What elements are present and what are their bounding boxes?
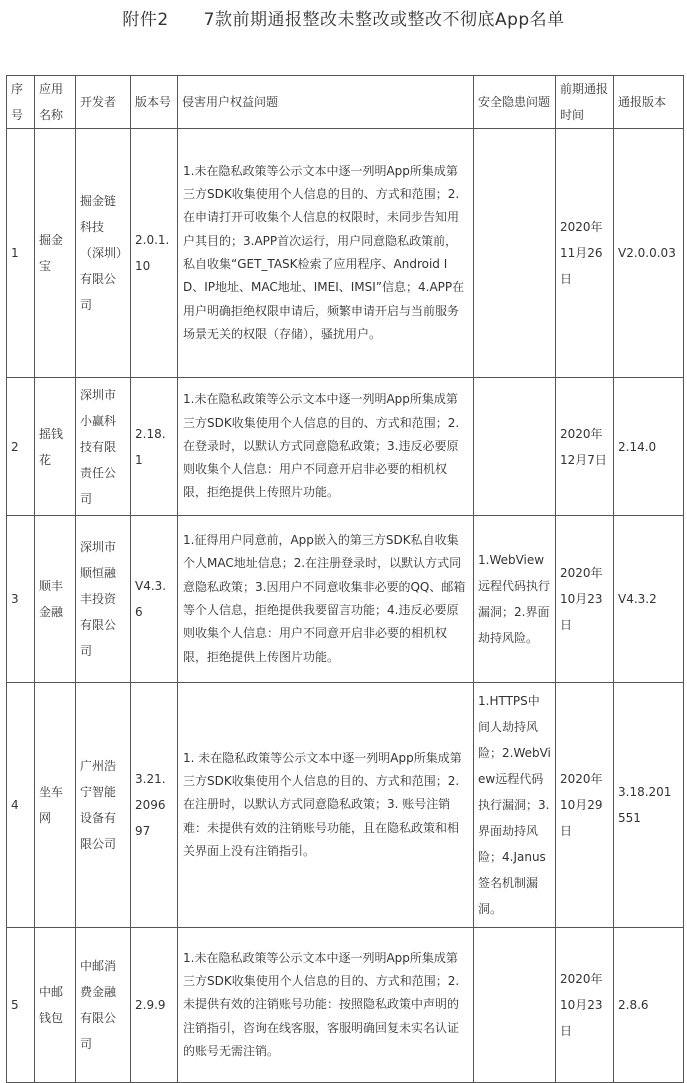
cell-version: V4.3.6 bbox=[131, 516, 178, 683]
cell-app-name: 中邮钱包 bbox=[35, 928, 76, 1083]
table-row bbox=[7, 129, 684, 378]
header-no: 序号 bbox=[7, 76, 35, 129]
cell-developer: 掘金链科技（深圳）有限公司 bbox=[76, 129, 131, 378]
cell-report-version: V4.3.2 bbox=[614, 516, 684, 683]
cell-security-risks: 1.HTTPS中间人劫持风险；2.WebView远程代码执行漏洞；3.界面劫持风险；4.Janus签名机制漏洞。 bbox=[474, 683, 556, 928]
cell-report-date: 2020年12月7日 bbox=[556, 378, 614, 516]
cell-security-risks bbox=[474, 129, 556, 378]
cell-version: 3.21.209697 bbox=[131, 683, 178, 928]
cell-security-risks: 1.WebView远程代码执行漏洞；2.界面劫持风险。 bbox=[474, 516, 556, 683]
header-developer: 开发者 bbox=[76, 76, 131, 129]
header-app-name: 应用名称 bbox=[35, 76, 76, 129]
header-report-version: 通报版本 bbox=[614, 76, 684, 129]
cell-issues: 1.未在隐私政策等公示文本中逐一列明App所集成第三方SDK收集使用个人信息的目的、方式和范围；2.未提供有效的注销账号功能：按照隐私政策中声明的注销指引，咨询在线客服，客服明确回复未实名认证的账号无需注销。 bbox=[178, 928, 474, 1083]
table-row bbox=[7, 683, 684, 928]
cell-report-date: 2020年10月29日 bbox=[556, 683, 614, 928]
app-list-table bbox=[6, 75, 684, 1083]
cell-developer: 广州浩宁智能设备有限公司 bbox=[76, 683, 131, 928]
cell-version: 2.9.9 bbox=[131, 928, 178, 1083]
header-issues: 侵害用户权益问题 bbox=[178, 76, 474, 129]
cell-app-name: 顺丰金融 bbox=[35, 516, 76, 683]
cell-no: 2 bbox=[7, 378, 35, 516]
document-title: 附件2 7款前期通报整改未整改或整改不彻底App名单 bbox=[122, 10, 565, 30]
cell-version: 2.18.1 bbox=[131, 378, 178, 516]
cell-report-date: 2020年10月23日 bbox=[556, 928, 614, 1083]
cell-report-date: 2020年11月26日 bbox=[556, 129, 614, 378]
header-version: 版本号 bbox=[131, 76, 178, 129]
cell-app-name: 摇钱花 bbox=[35, 378, 76, 516]
table-row bbox=[7, 378, 684, 516]
cell-developer: 深圳市顺恒融丰投资有限公司 bbox=[76, 516, 131, 683]
cell-report-date: 2020年10月23日 bbox=[556, 516, 614, 683]
cell-report-version: 3.18.201551 bbox=[614, 683, 684, 928]
cell-developer: 中邮消费金融有限公司 bbox=[76, 928, 131, 1083]
cell-no: 4 bbox=[7, 683, 35, 928]
cell-issues: 1.征得用户同意前，App嵌入的第三方SDK私自收集个人MAC地址信息；2.在注册登录时，以默认方式同意隐私政策；3.因用户不同意收集非必要的QQ、邮箱等个人信息，拒绝提供我要留言功能；4.违反必要原则收集个人信息：用户不同意开启非必要的相机权限，拒绝提供上传图片功能。 bbox=[178, 516, 474, 683]
cell-app-name: 坐车网 bbox=[35, 683, 76, 928]
table-header-row bbox=[7, 76, 684, 129]
cell-no: 5 bbox=[7, 928, 35, 1083]
cell-issues: 1. 未在隐私政策等公示文本中逐一列明App所集成第三方SDK收集使用个人信息的目的、方式和范围；2. 在注册时，以默认方式同意隐私政策；3. 账号注销难：未提供有效的注销账号功能，且在隐私政策和相关界面上没有注销指引。 bbox=[178, 683, 474, 928]
cell-version: 2.0.1.10 bbox=[131, 129, 178, 378]
header-report-date: 前期通报时间 bbox=[556, 76, 614, 129]
header-security-risks: 安全隐患问题 bbox=[474, 76, 556, 129]
cell-app-name: 掘金宝 bbox=[35, 129, 76, 378]
table-row bbox=[7, 928, 684, 1083]
cell-developer: 深圳市小赢科技有限责任公司 bbox=[76, 378, 131, 516]
cell-security-risks bbox=[474, 928, 556, 1083]
cell-no: 3 bbox=[7, 516, 35, 683]
cell-issues: 1.未在隐私政策等公示文本中逐一列明App所集成第三方SDK收集使用个人信息的目的、方式和范围；2.在登录时，以默认方式同意隐私政策；3.违反必要原则收集个人信息：用户不同意开启非必要的相机权限，拒绝提供上传照片功能。 bbox=[178, 378, 474, 516]
cell-security-risks bbox=[474, 378, 556, 516]
cell-report-version: V2.0.0.03 bbox=[614, 129, 684, 378]
cell-report-version: 2.8.6 bbox=[614, 928, 684, 1083]
table-row bbox=[7, 516, 684, 683]
cell-no: 1 bbox=[7, 129, 35, 378]
cell-report-version: 2.14.0 bbox=[614, 378, 684, 516]
cell-issues: 1.未在隐私政策等公示文本中逐一列明App所集成第三方SDK收集使用个人信息的目的、方式和范围；2.在申请打开可收集个人信息的权限时，未同步告知用户其目的；3.APP首次运行，用户同意隐私政策前，私自收集“GET_TASK检索了应用程序、Android ID、IP地址、MAC地址、IMEI、IMSI”信息；4.APP在用户明确拒绝权限申请后，频繁申请开启与当前服务场景无关的权限（存储），骚扰用户。 bbox=[178, 129, 474, 378]
